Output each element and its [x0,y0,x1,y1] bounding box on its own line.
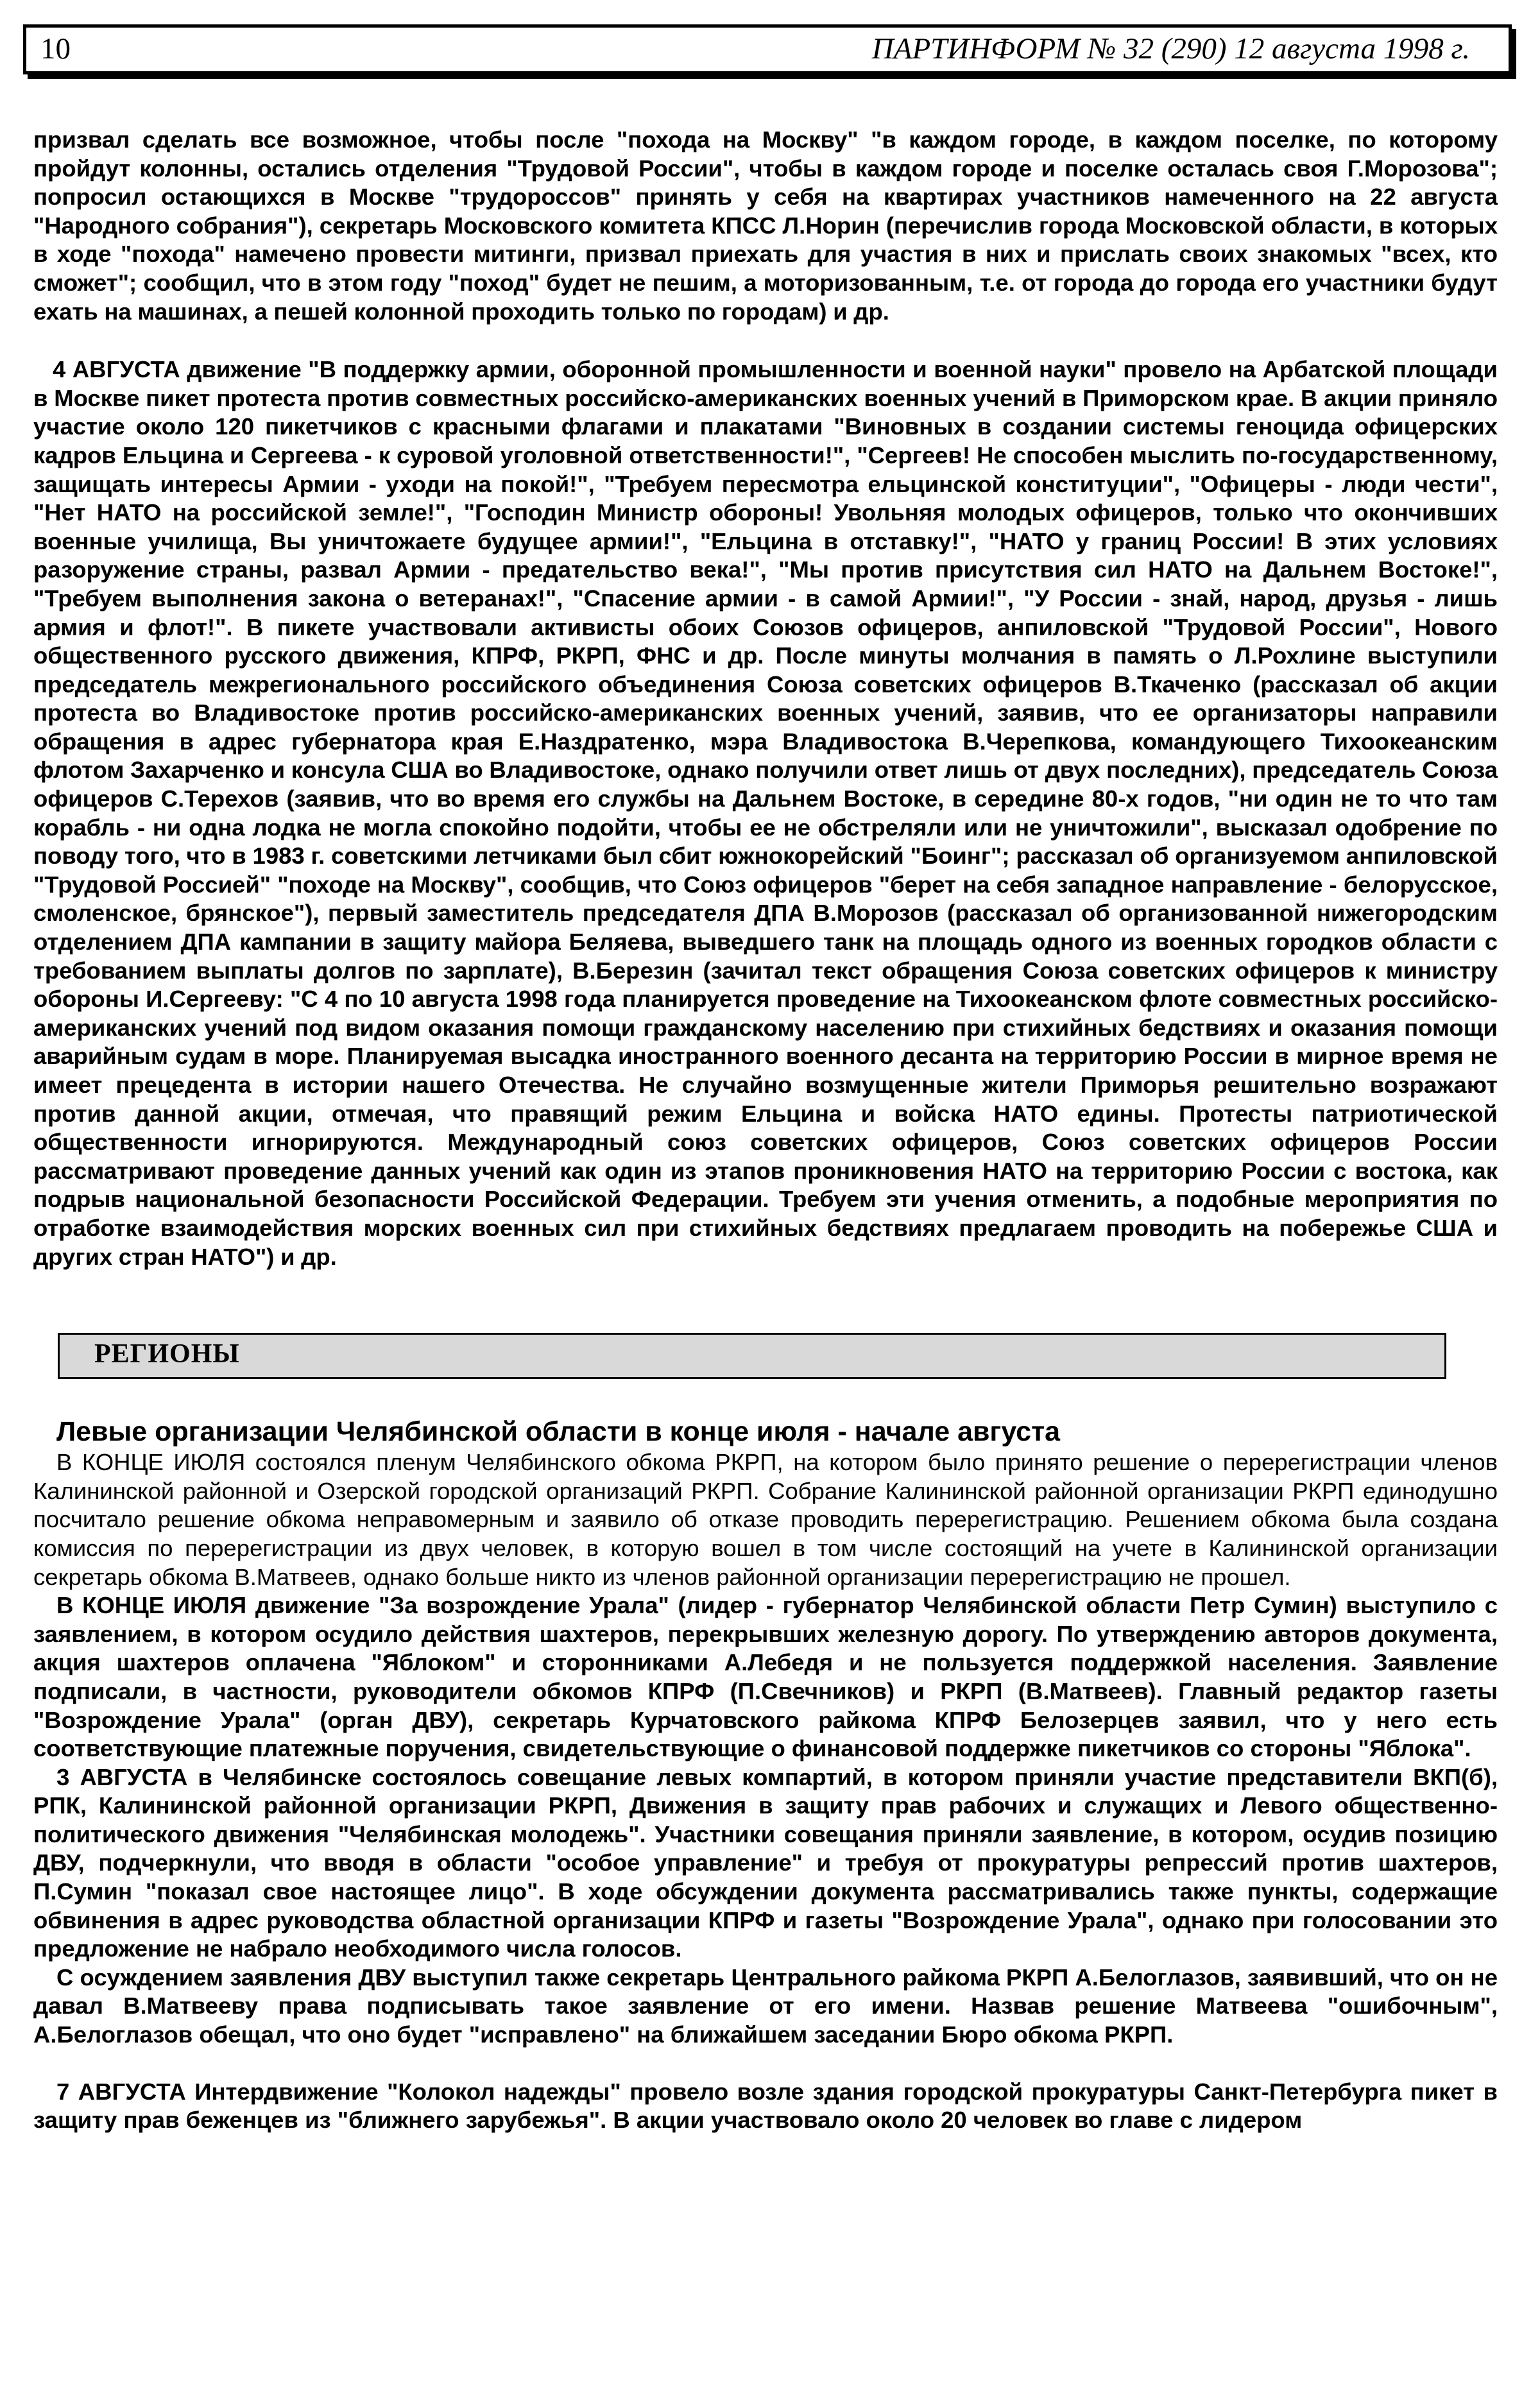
article-paragraph-3: 3 АВГУСТА в Челябинске состоялось совещание левых компартий, в котором приняли участие представители ВКП(б), РПК, Калининской районной организации РКРП, Движения в защиту прав рабочих и служащих и Левого общественно-политического движения "Челябинская молодежь". Участники совещания приняли заявление, в котором, осудив позицию ДВУ, подчеркнули, что вводя в области "особое управление" и требуя от прокуратуры репрессий против шахтеров, П.Сумин "показал свое настоящее лицо". В ходе обсуждении документа рассматривались также пункты, содержащие обвинения в адрес руководства областной организации КПРФ и газеты "Возрождение Урала", однако при голосовании это предложение не набрало необходимого числа голосов. [33,1763,1498,1962]
issue-title: ПАРТИНФОРМ № 32 (290) 12 августа 1998 г. [871,32,1470,65]
page-content [33,126,1498,2135]
paragraph-august-4: 4 АВГУСТА движение "В поддержку армии, оборонной промышленности и военной науки" провело на Арбатской площади в Москве пикет протеста против совместных российско-американских военных учений в Приморском крае. В акции приняло участие около 120 пикетчиков с красными флагами и плакатами "Виновных в создании системы геноцида офицерских кадров Ельцина и Сергеева - к суровой уголовной ответственности!", "Сергеев! Не способен мыслить по-государственному, защищать интересы Армии - уходи на покой!", "Требуем пересмотра ельцинской конституции", "Офицеры - люди чести", "Нет НАТО на российской земле!", "Господин Министр обороны! Увольняя молодых офицеров, только что окончивших военные училища, Вы уничтожаете будущее армии!", "Ельцина в отставку!", "НАТО у границ России! В этих условиях разоружение страны, развал Армии - предательство века!", "Мы против присутствия сил НАТО на Дальнем Востоке!", "Требуем выполнения закона о ветеранах!", "Спасение армии - в самой Армии!", "У России - знай, народ, друзья - лишь армия и флот!". В пикете участвовали активисты обоих Союзов офицеров, анпиловской "Трудовой России", Нового общественного русского движения, КПРФ, РКРП, ФНС и др. После минуты молчания в память о Л.Рохлине выступили председатель межрегионального российского объединения Союза советских офицеров В.Ткаченко (рассказал об акции протеста во Владивостоке против российско-американских военных учений, заявив, что ее организаторы направили обращения в адрес губернатора края Е.Наздратенко, мэра Владивостока В.Черепкова, командующего Тихоокеанским флотом Захарченко и консула США во Владивостоке, однако получили ответ лишь от двух последних), председатель Союза офицеров С.Терехов (заявив, что во время его службы на Дальнем Востоке, в середине 80-х годов, "ни один не то что там корабль - ни одна лодка не могла спокойно подойти, чтобы ее не обстреляли или не уничтожили", высказал одобрение по поводу того, что в 1983 г. советскими летчиками был сбит южнокорейский "Боинг"; рассказал об организуемом анпиловской "Трудовой Россией" "походе на Москву", сообщив, что Союз офицеров "берет на себя западное направление - белорусское, смоленское, брянское"), первый заместитель председателя ДПА В.Морозов (рассказал об организованной нижегородским отделением ДПА кампании в защиту майора Беляева, выведшего танк на площадь одного из военных городков области с требованием выплаты долгов по зарплате), В.Березин (зачитал текст обращения Союза советских офицеров к министру обороны И.Сергееву: "С 4 по 10 августа 1998 года планируется проведение на Тихоокеанском флоте совместных российско-американских учений под видом оказания помощи гражданскому населению при стихийных бедствиях и оказания помощи аварийным судам в море. Планируемая высадка иностранного военного десанта на территорию России в мирное время не имеет прецедента в истории нашего Отечества. Не случайно возмущенные жители Приморья решительно возражают против данной акции, отмечая, что правящий режим Ельцина и войска НАТО едины. Протесты патриотической общественности игнорируются. Международный союз советских офицеров, Союз советских офицеров России рассматривают проведение данных учений как один из этапов проникновения НАТО на территорию России с востока, как подрыв национальной безопасности Российской Федерации. Требуем эти учения отменить, а подобные мероприятия по отработке взаимодействия морских военных сил при стихийных бедствиях предлагаем проводить на побережье США и других стран НАТО") и др. [33,356,1498,1270]
article-paragraph-5: 7 АВГУСТА Интердвижение "Колокол надежды" провело возле здания городской прокуратуры Санкт-Петербурга пикет в защиту прав беженцев из "ближнего зарубежья". В акции участвовало около 20 человек во главе с лидером [33,2078,1498,2134]
paragraph-continuation: призвал сделать все возможное, чтобы после "похода на Москву" "в каждом городе, в каждом поселке, по которому пройдут колонны, остались отделения "Трудовой России", чтобы в каждом городе и поселке осталась своя Г.Морозова"; попросил остающихся в Москве "трудороссов" принять у себя на квартирах участников намеченного на 22 августа "Народного собрания"), секретарь Московского комитета КПСС Л.Норин (перечислив города Московской области, в которых в ходе "похода" намечено провести митинги, призвал приехать для участия в них и прислать своих знакомых "всех, кто сможет"; сообщил, что в этом году "поход" будет не пешим, а моторизованным, т.е. от города до города его участники будут ехать на машинах, а пешей колонной проходить только по городам) и др. [33,126,1498,325]
article-paragraph-1: В КОНЦЕ ИЮЛЯ состоялся пленум Челябинского обкома РКРП, на котором было принято решение о перерегистрации членов Калининской районной и Озерской городской организаций РКРП. Собрание Калининской районной организации РКРП единодушно посчитало решение обкома неправомерным и заявило об отказе проводить перерегистрацию. Решением обкома была создана комиссия по перерегистрации из двух человек, в которую вошел в том числе состоящий на учете в Калининской организации секретарь обкома В.Матвеев, однако больше никто из членов районной организации перерегистрацию не прошел. [33,1449,1498,1590]
page-header [23,24,1512,74]
section-bar [58,1333,1446,1379]
page-number: 10 [40,32,71,65]
article-title: Левые организации Челябинской области в конце июля - начале августа [56,1416,1061,1448]
article-paragraph-2: В КОНЦЕ ИЮЛЯ движение "За возрождение Урала" (лидер - губернатор Челябинской области Петр Сумин) выступило с заявлением, в котором осудило действия шахтеров, перекрывших железную дорогу. По утверждению авторов документа, акция шахтеров оплачена "Яблоком" и сторонниками А.Лебедя и не пользуется поддержкой населения. Заявление подписали, в частности, руководители обкомов КПРФ (П.Свечников) и РКРП (В.Матвеев). Главный редактор газеты "Возрождение Урала" (орган ДВУ), секретарь Курчатовского райкома КПРФ Белозерцев заявил, что у него есть соответствующие платежные поручения, свидетельствующие о финансовой поддержке пикетчиков со стороны "Яблока". [33,1592,1498,1762]
article-paragraph-4: С осуждением заявления ДВУ выступил также секретарь Центрального райкома РКРП А.Белоглазов, заявивший, что он не давал В.Матвееву права подписывать такое заявление от его имени. Назвав решение Матвеева "ошибочным", А.Белоглазов обещал, что оно будет "исправлено" на ближайшем заседании Бюро обкома РКРП. [33,1964,1498,2048]
section-title: РЕГИОНЫ [94,1339,240,1369]
